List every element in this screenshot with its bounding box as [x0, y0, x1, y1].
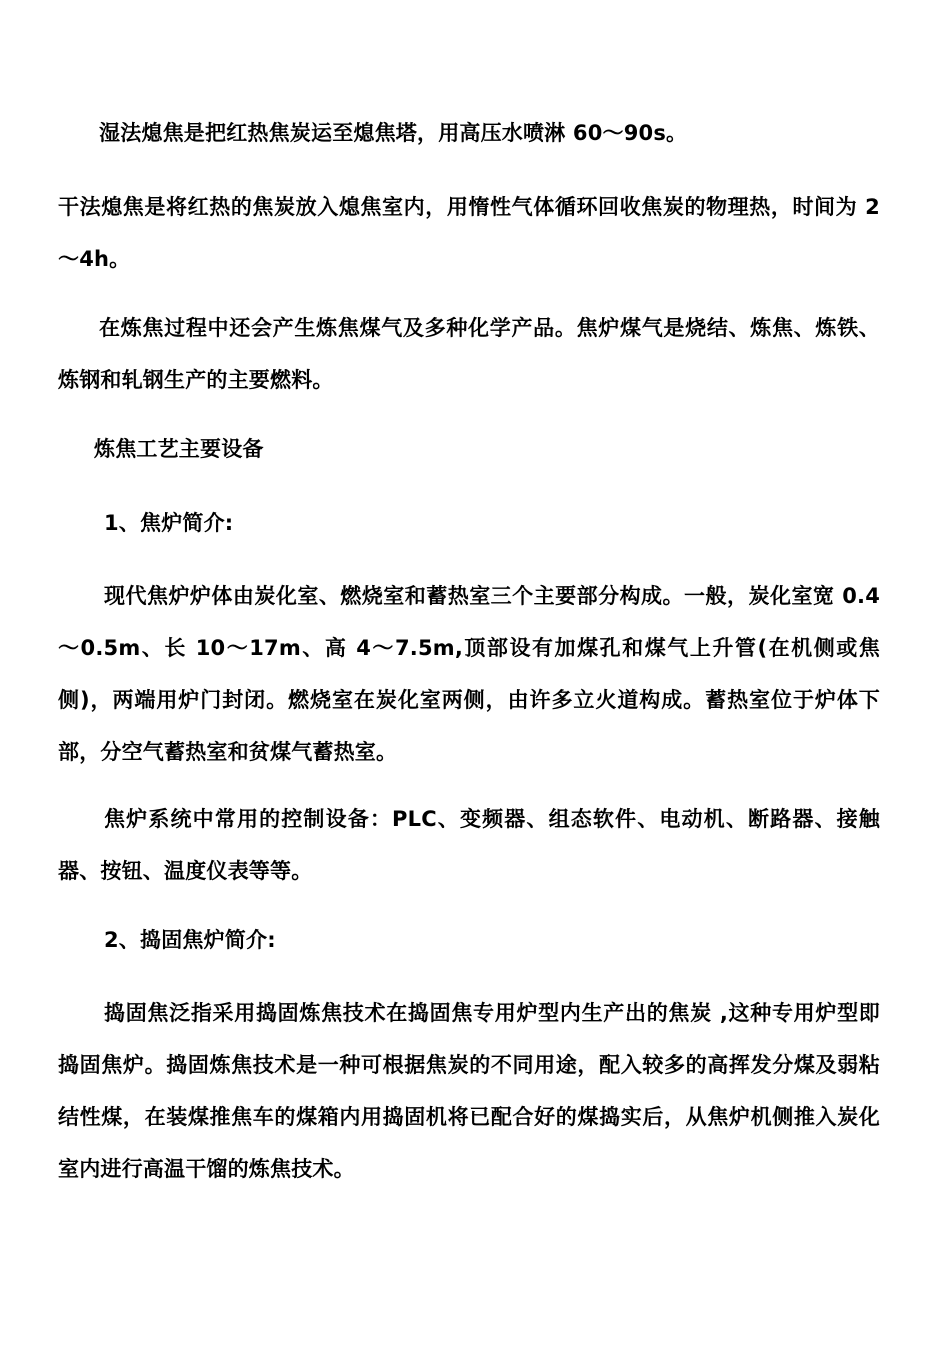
heading-stamp-charging-intro: 2、捣固焦炉简介:: [104, 928, 276, 952]
paragraph-coke-oven-gas: 在炼焦过程中还会产生炼焦煤气及多种化学产品。焦炉煤气是烧结、炼焦、炼铁、炼钢和轧钢生产的主要燃料。: [58, 316, 880, 392]
paragraph-wet-quenching: 湿法熄焦是把红热焦炭运至熄焦塔，用高压水喷淋 60～90s。: [99, 121, 688, 145]
heading-main-equipment: 炼焦工艺主要设备: [94, 437, 264, 461]
heading-coke-oven-intro: 1、焦炉简介:: [104, 511, 234, 535]
paragraph-dry-quenching: 干法熄焦是将红热的焦炭放入熄焦室内，用惰性气体循环回收焦炭的物理热，时间为 2～4h。: [58, 195, 880, 271]
paragraph-coke-oven-structure: 现代焦炉炉体由炭化室、燃烧室和蓄热室三个主要部分构成。一般，炭化室宽 0.4～0.5m、长 10～17m、高 4～7.5m,顶部设有加煤孔和煤气上升管(在机侧或焦侧)，两端用炉门封闭。燃烧室在炭化室两侧，由许多立火道构成。蓄热室位于炉体下部，分空气蓄热室和贫煤气蓄热室。: [58, 584, 880, 764]
paragraph-stamp-charging: 捣固焦泛指采用捣固炼焦技术在捣固焦专用炉型内生产出的焦炭 ,这种专用炉型即捣固焦炉。捣固炼焦技术是一种可根据焦炭的不同用途，配入较多的高挥发分煤及弱粘结性煤，在装煤推焦车的煤箱内用捣固机将已配合好的煤捣实后，从焦炉机侧推入炭化室内进行高温干馏的炼焦技术。: [58, 1001, 880, 1181]
paragraph-control-equipment: 焦炉系统中常用的控制设备：PLC、变频器、组态软件、电动机、断路器、接触器、按钮、温度仪表等等。: [58, 807, 880, 883]
